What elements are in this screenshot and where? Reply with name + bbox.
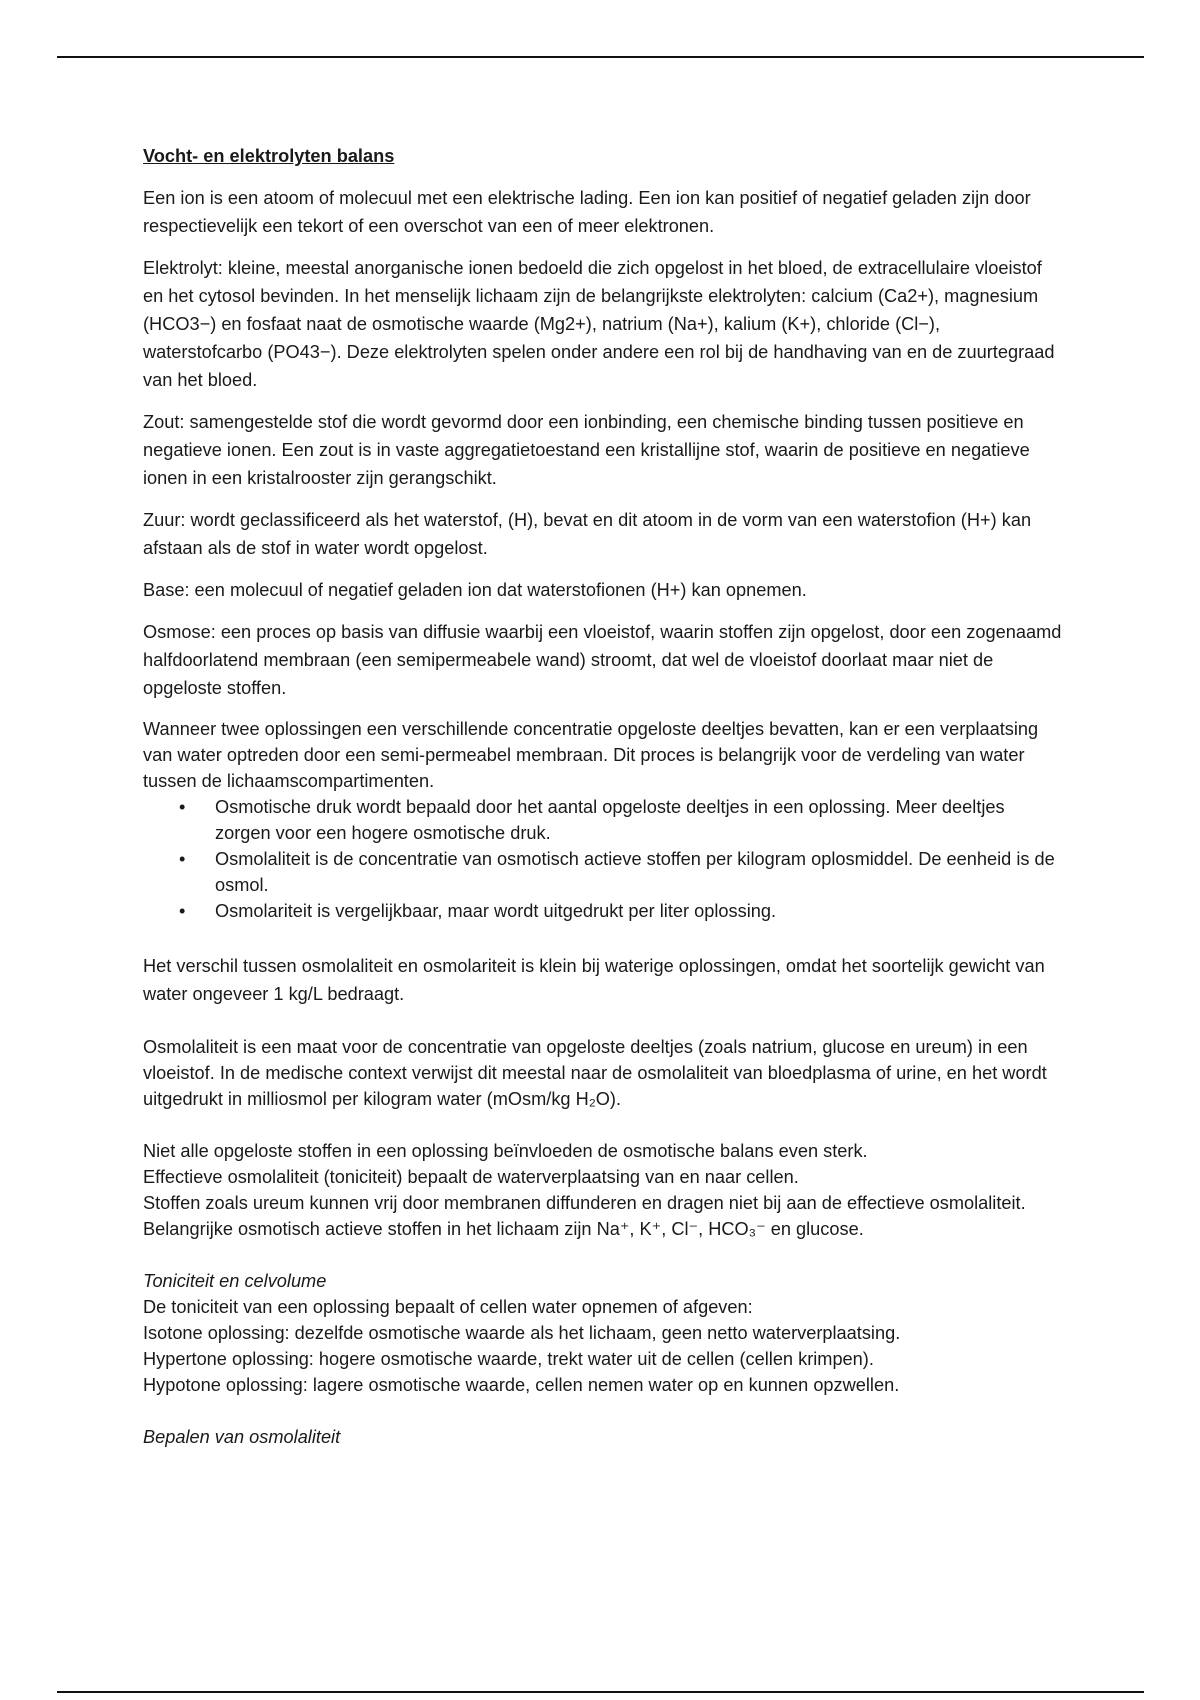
effectief-line-3: Stoffen zoals ureum kunnen vrij door membranen diffunderen en dragen niet bij aan de effectieve osmolaliteit.: [143, 1193, 1026, 1213]
footer-rule: [57, 1691, 1144, 1693]
paragraph-base: Base: een molecuul of negatief geladen ion dat waterstofionen (H+) kan opnemen.: [143, 580, 807, 600]
paragraph-oplossingen: Wanneer twee oplossingen een verschillende concentratie opgeloste deeltjes bevatten, kan er een verplaatsing van water optreden door een semi-permeabel membraan. Dit proces is belangrijk voor de verdeling van water tussen de lichaamscompartimenten.: [143, 719, 1039, 791]
bullet-item-osmotische-druk: • Osmotische druk wordt bepaald door het aantal opgeloste deeltjes in een oplossing. Meer deeltjes zorgen voor een hogere osmotische druk.: [215, 794, 1063, 846]
toniciteit-line-hypotoon: Hypotone oplossing: lagere osmotische waarde, cellen nemen water op en kunnen opzwellen.: [143, 1375, 900, 1395]
paragraph-verschil: Het verschil tussen osmolaliteit en osmolariteit is klein bij waterige oplossingen, omdat het soortelijk gewicht van water ongeveer 1 kg/L bedraagt.: [143, 956, 1045, 1004]
toniciteit-line-1: De toniciteit van een oplossing bepaalt of cellen water opnemen of afgeven:: [143, 1297, 753, 1317]
document-title: Vocht- en elektrolyten balans: [143, 146, 395, 166]
bepalen-heading: Bepalen van osmolaliteit: [143, 1427, 341, 1447]
effectief-line-2: Effectieve osmolaliteit (toniciteit) bepaalt de waterverplaatsing van en naar cellen.: [143, 1167, 799, 1187]
paragraph-zuur: Zuur: wordt geclassificeerd als het waterstof, (H), bevat en dit atoom in de vorm van een waterstofion (H+) kan afstaan als de stof in water wordt opgelost.: [143, 510, 1032, 558]
document-body: [143, 142, 1063, 1450]
toniciteit-line-isotoon: Isotone oplossing: dezelfde osmotische waarde als het lichaam, geen netto waterverplaatsing.: [143, 1323, 901, 1343]
header-rule: [57, 56, 1144, 58]
bullet-list: [143, 794, 1063, 924]
paragraph-ion: Een ion is een atoom of molecuul met een elektrische lading. Een ion kan positief of negatief geladen zijn door respectievelijk een tekort of een overschot van een of meer elektronen.: [143, 188, 1031, 236]
paragraph-zout: Zout: samengestelde stof die wordt gevormd door een ionbinding, een chemische binding tussen positieve en negatieve ionen. Een zout is in vaste aggregatietoestand een kristallijne stof, waarin de positieve en negatieve ionen in een kristalrooster zijn gerangschikt.: [143, 412, 1030, 488]
toniciteit-line-hypertoon: Hypertone oplossing: hogere osmotische waarde, trekt water uit de cellen (cellen krimpen).: [143, 1349, 874, 1369]
bullet-item-osmolariteit: • Osmolariteit is vergelijkbaar, maar wordt uitgedrukt per liter oplossing.: [215, 898, 1063, 924]
paragraph-osmose: Osmose: een proces op basis van diffusie waarbij een vloeistof, waarin stoffen zijn opgelost, door een zogenaamd halfdoorlatend membraan (een semipermeabele wand) stroomt, dat wel de vloeistof doorlaat maar niet de opgeloste stoffen.: [143, 622, 1062, 698]
effectief-line-4: Belangrijke osmotisch actieve stoffen in het lichaam zijn Na⁺, K⁺, Cl⁻, HCO₃⁻ en glucose.: [143, 1219, 864, 1239]
paragraph-elektrolyt: Elektrolyt: kleine, meestal anorganische ionen bedoeld die zich opgelost in het bloed, de extracellulaire vloeistof en het cytosol bevinden. In het menselijk lichaam zijn de belangrijkste elektrolyten: calcium (Ca2+), magnesium (HCO3−) en fosfaat naat de osmotische waarde (Mg2+), natrium (Na+), kalium (K+), chloride (Cl−), waterstofcarbo (PO43−). Deze elektrolyten spelen onder andere een rol bij de handhaving van en de zuurtegraad van het bloed.: [143, 258, 1055, 390]
bullet-item-osmolaliteit: • Osmolaliteit is de concentratie van osmotisch actieve stoffen per kilogram oplosmiddel. De eenheid is de osmol.: [215, 846, 1063, 898]
effectief-line-1: Niet alle opgeloste stoffen in een oplossing beïnvloeden de osmotische balans even sterk.: [143, 1141, 868, 1161]
toniciteit-heading: Toniciteit en celvolume: [143, 1271, 327, 1291]
paragraph-osmolaliteit-maat: Osmolaliteit is een maat voor de concentratie van opgeloste deeltjes (zoals natrium, glucose en ureum) in een vloeistof. In de medische context verwijst dit meestal naar de osmolaliteit van bloedplasma of urine, en het wordt uitgedrukt in milliosmol per kilogram water (mOsm/kg H₂O).: [143, 1037, 1047, 1109]
